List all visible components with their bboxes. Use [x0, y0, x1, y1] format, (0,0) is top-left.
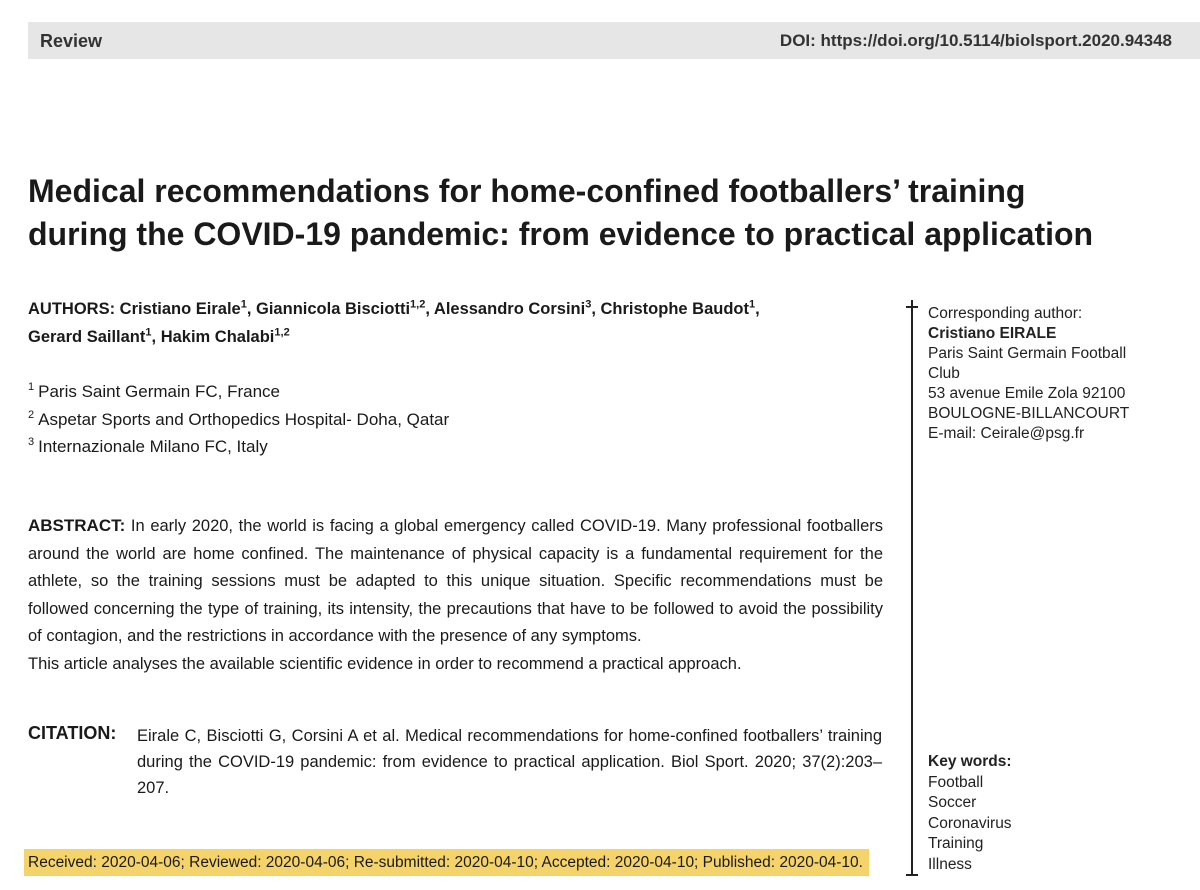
keyword-item: Training [928, 835, 984, 852]
authors-block: AUTHORS: Cristiano Eirale$^1$, Giannicola Bisciotti$^{1,2}$, Alessandro Corsini$^3$, Christophe Baudot$^1$, Gerard Saillant$^1$, Hakim Chalabi$^{1,2}$ [28, 298, 760, 346]
title-line-2: during the COVID-19 pandemic: from evidence to practical application [28, 216, 1094, 252]
citation-label: CITATION: [28, 723, 117, 743]
abstract-text-2: This article analyses the available scientific evidence in order to recommend a practical approach. [28, 654, 742, 673]
article-title [28, 170, 1188, 256]
article-type-label: Review [40, 31, 103, 51]
author-name: Alessandro Corsini [433, 300, 586, 318]
corresponding-address-line-2: BOULOGNE-BILLANCOURT [928, 405, 1130, 422]
affiliations-list [28, 378, 898, 461]
abstract-block [28, 512, 883, 678]
sidebar-divider [911, 300, 913, 874]
keyword-item: Soccer [928, 794, 977, 811]
title-line-1: Medical recommendations for home-confined footballers’ training [28, 173, 1026, 209]
abstract-text: In early 2020, the world is facing a global emergency called COVID-19. Many professional footballers around the world are home confined. The maintenance of physical capacity is a fundamental requirement for the athlete, so the training sessions must be adapted to this unique situation. Specific recommendations must be followed concerning the type of training, its intensity, the precautions that have to be followed to avoid the possibility of contagion, and the restrictions in accordance with the presence of any symptoms. [28, 517, 883, 645]
author-name: Hakim Chalabi [160, 328, 275, 346]
affiliation-sup: 2 [28, 408, 35, 421]
divider-tick-top [906, 306, 918, 308]
affiliation-item [28, 433, 898, 461]
affiliation-text: Internazionale Milano FC, Italy [38, 437, 268, 456]
corresponding-org-line-1: Paris Saint Germain Football [928, 345, 1127, 362]
corresponding-email[interactable]: E-mail: Ceirale@psg.fr [928, 425, 1085, 442]
divider-tick-bottom [906, 874, 918, 876]
author-name: Gerard Saillant [28, 328, 146, 346]
author-affil-sup: 1,2 [274, 326, 290, 339]
author-affil-sup: 1 [240, 298, 247, 311]
author-affil-sup: 1 [749, 298, 756, 311]
keyword-item: Illness [928, 855, 972, 873]
affiliation-text: Paris Saint Germain FC, France [38, 382, 280, 401]
affiliation-sup: 3 [28, 436, 35, 449]
corresponding-label: Corresponding author: [928, 305, 1083, 322]
keyword-item: Coronavirus [928, 814, 1012, 832]
authors-label: AUTHORS: [28, 300, 116, 318]
corresponding-org-line-2: Club [928, 365, 960, 382]
author-affil-sup: 1 [145, 326, 152, 339]
affiliation-text: Aspetar Sports and Orthopedics Hospital- Doha, Qatar [38, 409, 450, 429]
doi-link[interactable]: DOI: https://doi.org/10.5114/biolsport.2020.94348 [779, 31, 1172, 50]
citation-text: Eirale C, Bisciotti G, Corsini A et al. Medical recommendations for home-confined footballers’ training during the COVID-19 pandemic: from evidence to practical application. Biol Sport. 2020; 37(2):203–207. [137, 727, 882, 797]
author-affil-sup: 3 [585, 298, 592, 311]
author-name: Cristiano Eirale [119, 300, 241, 318]
corresponding-name: Cristiano EIRALE [928, 325, 1057, 342]
header-bar [28, 22, 1200, 59]
keyword-item: Football [928, 773, 984, 791]
abstract-label: ABSTRACT: [28, 516, 126, 535]
author-name: Giannicola Bisciotti [256, 300, 411, 318]
keywords-block [928, 752, 1188, 875]
affiliation-item [28, 406, 898, 434]
author-affil-sup: 1,2 [410, 298, 426, 311]
corresponding-address-line-1: 53 avenue Emile Zola 92100 [928, 385, 1126, 402]
corresponding-author-block [928, 304, 1188, 444]
affiliation-item [28, 378, 898, 406]
affiliation-sup: 1 [28, 381, 35, 394]
author-name: Christophe Baudot [600, 300, 749, 318]
keywords-label: Key words: [928, 753, 1012, 770]
publication-dates: Received: 2020-04-06; Reviewed: 2020-04-06; Re-submitted: 2020-04-10; Accepted: 2020-04-10; Published: 2020-04-10. [24, 849, 869, 876]
